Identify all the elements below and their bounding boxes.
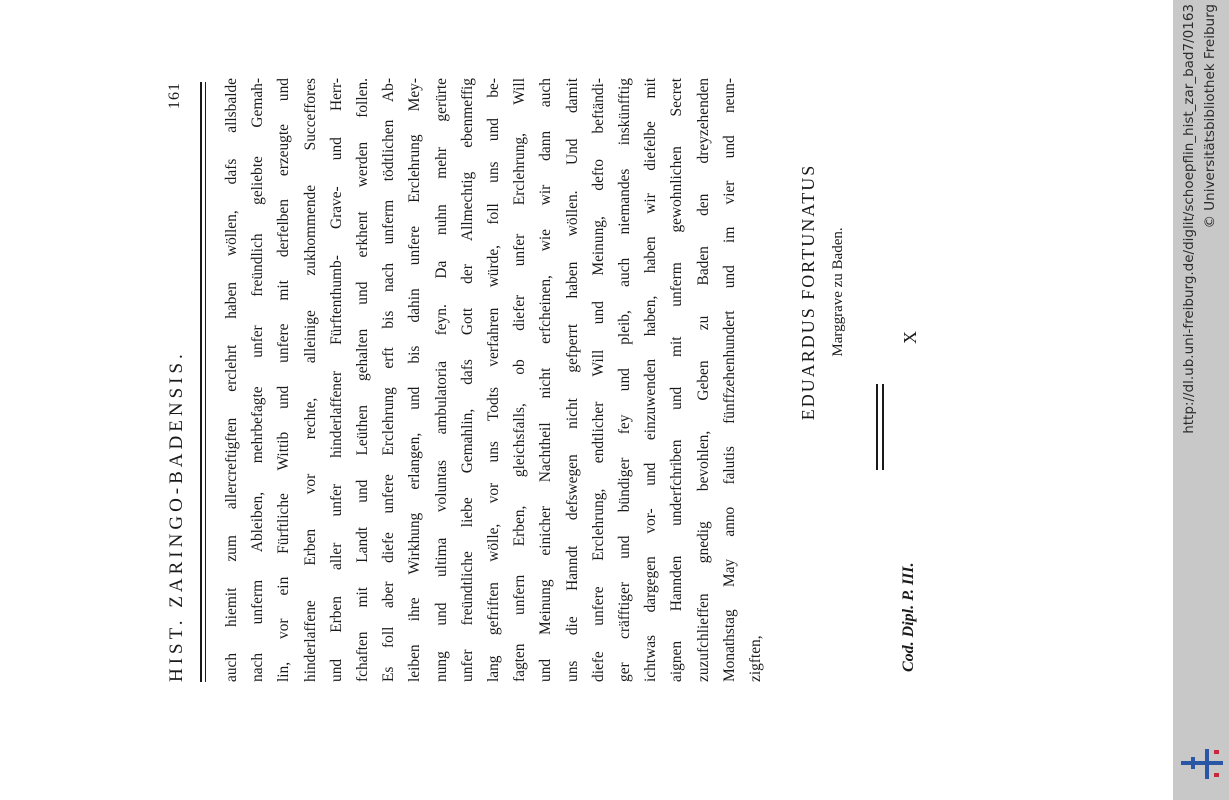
body-line: ger cräfftiger und bündiger fey und pleib, auch niemandes inskünfftig [616,78,634,682]
body-line: und Erben aller unfer hinderlaffener Fürftenthumb- Grave- und Herr- [327,78,345,682]
running-header [166,82,196,682]
body-line: uns die Hanndt defswegen nicht gefperrt haben wöllen. Und damit [563,78,581,682]
body-line: nach unferm Ableiben, mehrbefagte unfer freündlich geliebte Gemah- [249,78,267,682]
body-line: Monathstag May anno falutis fünffzehenhundert und im vier und neun- [720,78,738,682]
body-line: fchaften mit Landt und Leüthen gehalten und erkhent werden follen. [354,78,372,682]
section-divider-rule [882,384,884,470]
body-line: diefe unfere Erclehrung, endtlicher Will und Meinung, defto beftändi- [589,78,607,682]
section-divider-rule [876,384,878,470]
header-title: HIST. ZARINGO-BADENSIS. [166,350,187,682]
body-line: und Meinung einicher Nachtheil nicht erfcheinen, wie wir dann auch [537,78,555,682]
copyright-notice: © Universitätsbibliothek Freiburg [1202,4,1218,229]
body-line: leiben ihre Wirkhung erlangen, und bis dahin unfere Erclehrung Mey- [406,78,424,682]
header-rule [200,82,202,682]
body-text [219,78,769,682]
body-line: ichtwas dargegen vor- und einzuwenden haben, haben wir diefelbe mit [642,78,660,682]
body-line: nung und ultima voluntas ambulatoria feyn. Da nuhn mehr gerürte [432,78,450,682]
marginal-note: Cod. Dipl. P. III. [900,562,917,672]
signature-name: EDUARDUS FORTUNATUS [798,163,818,421]
viewer-sidebar [1173,0,1229,800]
signature-title: Marggrave zu Baden. [830,227,846,357]
section-numeral: X [900,331,920,344]
body-line: lang gefriften wölle, vor uns Todts verfahren würde, foll uns und be- [485,78,503,682]
page-number: 161 [166,82,183,109]
body-line: aignen Hannden underfchriben und mit unferm gewohnlichen Secret [668,78,686,682]
sidebar-rotated-text [1173,0,1229,800]
body-line: fagten unfern Erben, gleichsfalls, ob diefer unfer Erclehrung, Will [511,78,529,682]
body-line: hinderlaffene Erben vor rechte, alleinige zukhommende Succeffores [301,78,319,682]
body-line: zuzufchlieffen gnedig bevohlen, Geben zu Baden den dreyzehenden [694,78,712,682]
university-library-logo-icon [1181,746,1223,782]
header-rule-thin [205,82,206,682]
body-line: lin, vor ein Fürftliche Wittib und unfere mit derfelben erzeugte und [275,78,293,682]
body-line: zigften, [747,635,765,682]
body-line: unfer freündtliche liebe Gemahlin, dafs Gott der Allmechtig ebenmeffig [458,78,476,682]
body-line: auch hiemit zum allercreftigften erclehrt haben wöllen, dafs allsbalde [223,78,240,682]
source-url[interactable]: http://dl.ub.uni-freiburg.de/diglit/schoepflin_hist_zar_bad7/0163 [1181,4,1197,434]
body-line: Es foll aber diefe unfere Erclehrung erft bis nach unferm tödtlichen Ab- [380,78,398,682]
